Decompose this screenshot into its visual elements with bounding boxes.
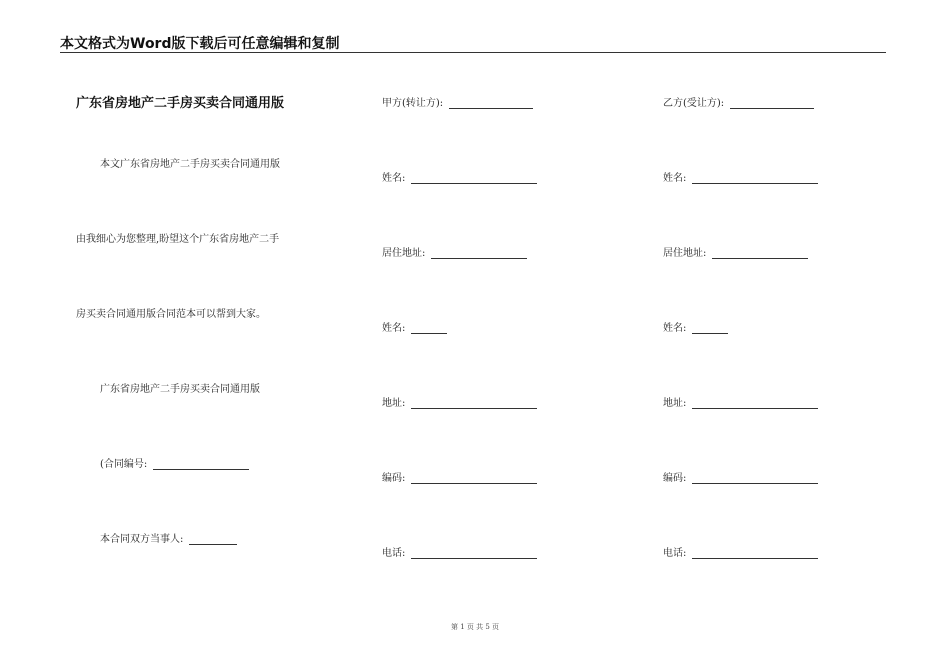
party-a-address-field (382, 394, 537, 409)
party-a-residence-field (382, 244, 527, 259)
party-a-agent-name-field (382, 319, 447, 334)
party-b-heading-blank (730, 97, 814, 109)
party-a-residence-label: 居住地址: (382, 248, 426, 259)
party-b-phone-label: 电话: (663, 548, 687, 559)
party-b-address-blank (692, 397, 818, 409)
party-a-heading-field (382, 94, 533, 109)
party-b-residence-label: 居住地址: (663, 248, 707, 259)
party-b-phone-blank (692, 547, 818, 559)
party-b-phone-field (663, 544, 818, 559)
party-b-name-blank (692, 172, 818, 184)
party-b-name-field (663, 169, 818, 184)
party-b-postcode-label: 编码: (663, 473, 687, 484)
paragraph-line-1: 本文广东省房地产二手房买卖合同通用版 (100, 159, 280, 170)
party-b-postcode-blank (692, 472, 818, 484)
party-b-postcode-field (663, 469, 818, 484)
party-b-agent-name-label: 姓名: (663, 323, 687, 334)
party-a-phone-blank (411, 547, 537, 559)
party-a-agent-name-blank (411, 322, 447, 334)
party-b-agent-name-blank (692, 322, 728, 334)
parties-field (100, 530, 237, 545)
party-b-address-field (663, 394, 818, 409)
party-b-residence-field (663, 244, 808, 259)
party-b-residence-blank (712, 247, 808, 259)
party-a-name-field (382, 169, 537, 184)
contract-number-label: (合同编号: (100, 459, 148, 470)
party-b-name-label: 姓名: (663, 173, 687, 184)
document-title: 广东省房地产二手房买卖合同通用版 (76, 96, 285, 111)
party-a-postcode-field (382, 469, 537, 484)
party-a-name-label: 姓名: (382, 173, 406, 184)
party-a-address-label: 地址: (382, 398, 406, 409)
contract-number-blank (153, 458, 249, 470)
party-a-residence-blank (431, 247, 527, 259)
contract-number-field (100, 455, 249, 470)
parties-label: 本合同双方当事人: (100, 534, 184, 545)
parties-blank (189, 533, 237, 545)
party-a-address-blank (411, 397, 537, 409)
party-b-heading: 乙方(受让方): (663, 98, 725, 109)
page-footer: 第 1 页 共 5 页 (450, 623, 500, 631)
header-divider (60, 52, 886, 53)
paragraph-line-2: 由我细心为您整理,盼望这个广东省房地产二手 (76, 234, 280, 245)
page-header-title: 本文格式为Word版下载后可任意编辑和复制 (60, 36, 340, 52)
party-b-address-label: 地址: (663, 398, 687, 409)
party-b-heading-field (663, 94, 814, 109)
party-b-agent-name-field (663, 319, 728, 334)
paragraph-line-3: 房买卖合同通用版合同范本可以帮到大家。 (76, 309, 266, 320)
party-a-heading-blank (449, 97, 533, 109)
party-a-name-blank (411, 172, 537, 184)
party-a-phone-label: 电话: (382, 548, 406, 559)
paragraph-line-4: 广东省房地产二手房买卖合同通用版 (100, 384, 260, 395)
party-a-agent-name-label: 姓名: (382, 323, 406, 334)
party-a-phone-field (382, 544, 537, 559)
party-a-heading: 甲方(转让方): (382, 98, 444, 109)
party-a-postcode-blank (411, 472, 537, 484)
party-a-postcode-label: 编码: (382, 473, 406, 484)
